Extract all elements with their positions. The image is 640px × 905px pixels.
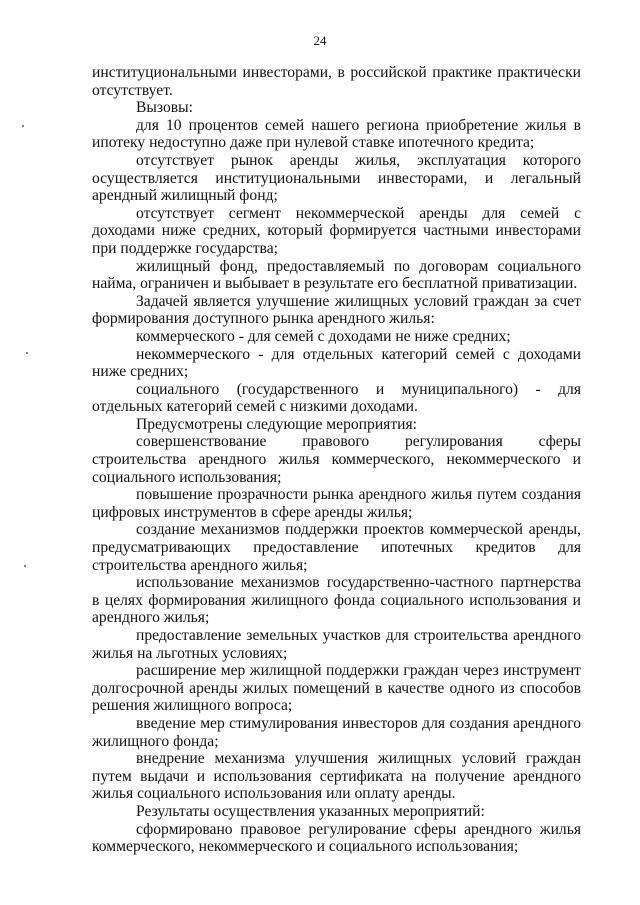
paragraph: коммерческого - для семей с доходами не ниже средних; bbox=[136, 327, 511, 345]
paragraph: создание механизмов поддержки проектов коммерческой аренды, предусматривающих предоставление ипотечных кредитов для строительства арендного жилья; bbox=[92, 521, 581, 574]
paragraph: введение мер стимулирования инвесторов для создания арендного жилищного фонда; bbox=[92, 714, 581, 750]
paragraph: Вызовы: bbox=[136, 99, 193, 117]
paragraph: жилищный фонд, предоставляемый по договорам социального найма, ограничен и выбывает в результате его бесплатной приватизации. bbox=[92, 257, 581, 293]
paragraph: институциональными инвесторами, в российской практике практически отсутствует. bbox=[92, 64, 581, 99]
paragraph: использование механизмов государственно-частного партнерства в целях формирования жилищного фонда социального использования и арендного жилья; bbox=[92, 574, 581, 627]
paragraph: Задачей является улучшение жилищных условий граждан за счет формирования доступного рынка арендного жилья: bbox=[92, 292, 581, 328]
paragraph: повышение прозрачности рынка арендного жилья путем создания цифровых инструментов в сфере аренды жилья; bbox=[92, 486, 581, 521]
paragraph: расширение мер жилищной поддержки граждан через инструмент долгосрочной аренды жилых помещений в качестве одного из способов решения жилищного вопроса; bbox=[92, 662, 581, 715]
paragraph: отсутствует рынок аренды жилья, эксплуатация которого осуществляется институциональными инвесторами, и легальный арендный жилищный фонд; bbox=[92, 151, 581, 205]
paragraph: Предусмотрены следующие мероприятия: bbox=[136, 415, 418, 433]
document-body bbox=[92, 64, 581, 856]
paragraph: Результаты осуществления указанных мероприятий: bbox=[136, 802, 485, 820]
paragraph: социального (государственного и муниципального) - для отдельных категорий семей с низкими доходами. bbox=[92, 380, 581, 416]
paragraph: сформировано правовое регулирование сферы арендного жилья коммерческого, некоммерческого и социального использования; bbox=[92, 820, 581, 856]
paragraph: для 10 процентов семей нашего региона приобретение жилья в ипотеку недоступно даже при нулевой ставке ипотечного кредита; bbox=[92, 116, 581, 152]
paragraph: предоставление земельных участков для строительства арендного жилья на льготных условиях; bbox=[92, 627, 581, 662]
page-number: 24 bbox=[313, 33, 327, 48]
scan-speck bbox=[24, 565, 26, 567]
scan-speck bbox=[26, 352, 28, 354]
scan-speck bbox=[22, 125, 24, 127]
paragraph: совершенствование правового регулирования сферы строительства арендного жилья коммерческого, некоммерческого и социального использования; bbox=[92, 433, 581, 486]
paragraph: некоммерческого - для отдельных категорий семей с доходами ниже средних; bbox=[92, 345, 581, 381]
paragraph: отсутствует сегмент некоммерческой аренды для семей с доходами ниже средних, который формируется частными инвесторами при поддержке государства; bbox=[92, 204, 581, 257]
paragraph: внедрение механизма улучшения жилищных условий граждан путем выдачи и использования сертификата на получение арендного жилья социального использования или оплату аренды. bbox=[92, 750, 581, 803]
